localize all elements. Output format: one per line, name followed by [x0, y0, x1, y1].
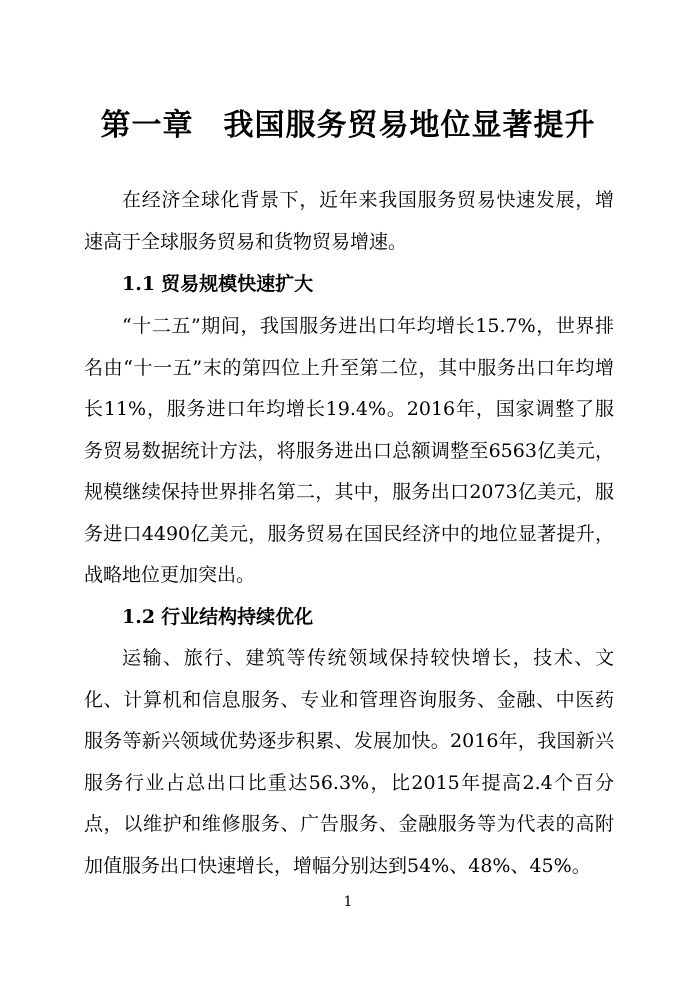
chapter-title: [0, 98, 696, 154]
section-1-2-paragraph: 运输、旅行、建筑等传统领域保持较快增长，技术、文化、计算机和信息服务、专业和管理咨询服务、金融、中医药服务等新兴领域优势逐步积累、发展加快。2016年，我国新兴服务行业占总出口比重达56.3%，比2015年提高2.4个百分点，以维护和维修服务、广告服务、金融服务等为代表的高附加值服务出口快速增长，增幅分别达到54%、48%、45%。: [84, 647, 614, 877]
section-title: 行业结构持续优化: [161, 606, 314, 628]
section-number: 1.1: [122, 273, 156, 295]
section-1-1-paragraph: “十二五”期间，我国服务进出口年均增长15.7%，世界排名由“十一五”末的第四位上升至第二位，其中服务出口年均增长11%，服务进口年均增长19.4%。2016年，国家调整了服务贸易数据统计方法，将服务进出口总额调整至6563亿美元，规模继续保持世界排名第二，其中，服务出口2073亿美元，服务进口4490亿美元，服务贸易在国民经济中的地位显著提升，战略地位更加突出。: [84, 315, 614, 586]
chapter-label: 第一章: [100, 108, 194, 143]
chapter-heading-text: 我国服务贸易地位显著提升: [223, 108, 596, 143]
section-heading-1-1: [122, 264, 313, 306]
section-number: 1.2: [122, 606, 156, 628]
page-number: 1: [343, 894, 353, 910]
intro-paragraph: 在经济全球化背景下，近年来我国服务贸易快速发展，增速高于全球服务贸易和货物贸易增速。: [84, 189, 614, 253]
section-title: 贸易规模快速扩大: [161, 273, 314, 295]
section-heading-1-2: [122, 597, 313, 639]
